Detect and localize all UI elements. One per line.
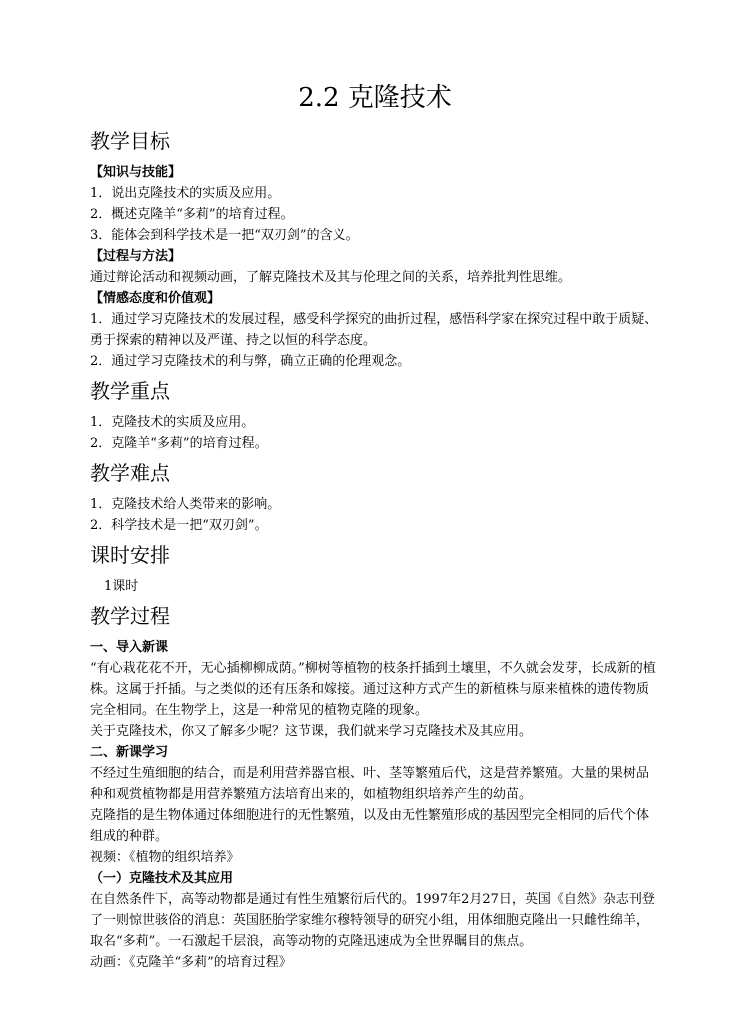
video-reference: 视频：《植物的组织培养》 bbox=[90, 850, 240, 865]
heading-difficulties: 教学难点 bbox=[90, 461, 170, 485]
key-point-item: 2．克隆羊“多莉”的培育过程。 bbox=[90, 436, 268, 451]
section-intro-label: 一、导入新课 bbox=[90, 640, 169, 655]
key-point-item: 1．克隆技术的实质及应用。 bbox=[90, 415, 255, 430]
subsection-paragraph: 在自然条件下，高等动物都是通过有性生殖繁衍后代的。1997年2月27日，英国《自然》杂志刊登了一则惊世骇俗的消息：英国胚胎学家维尔穆特领导的研究小组，用体细胞克隆出一只雌性绵羊，取名“多莉”。一石激起千层浪，高等动物的克隆迅速成为全世界瞩目的焦点。 bbox=[90, 892, 655, 949]
heading-process: 教学过程 bbox=[90, 604, 170, 628]
label-knowledge: 【知识与技能】 bbox=[90, 165, 182, 180]
goal-item: 2．概述克隆羊“多莉”的培育过程。 bbox=[90, 207, 294, 222]
page-title: 2.2 克隆技术 bbox=[298, 83, 452, 113]
goal-item: 2．通过学习克隆技术的利与弊，确立正确的伦理观念。 bbox=[90, 354, 411, 369]
label-attitude: 【情感态度和价值观】 bbox=[90, 291, 221, 306]
goal-item: 1．说出克隆技术的实质及应用。 bbox=[90, 186, 281, 201]
goal-item: 通过辩论活动和视频动画，了解克隆技术及其与伦理之间的关系，培养批判性思维。 bbox=[90, 270, 572, 285]
goal-item: 1．通过学习克隆技术的发展过程，感受科学探究的曲折过程，感悟科学家在探究过程中敢于质疑、勇于探索的精神以及严谨、持之以恒的科学态度。 bbox=[90, 312, 658, 348]
subsection-label: （一）克隆技术及其应用 bbox=[90, 871, 234, 886]
label-process-method: 【过程与方法】 bbox=[90, 249, 182, 264]
section-new-label: 二、新课学习 bbox=[90, 745, 169, 760]
difficulty-item: 1．克隆技术给人类带来的影响。 bbox=[90, 497, 281, 512]
new-paragraph: 克隆指的是生物体通过体细胞进行的无性繁殖，以及由无性繁殖形成的基因型完全相同的后代个体组成的种群。 bbox=[90, 808, 650, 844]
animation-reference: 动画：《克隆羊“多莉”的培育过程》 bbox=[90, 955, 292, 970]
difficulty-item: 2．科学技术是一把“双刃剑”。 bbox=[90, 518, 268, 533]
goal-item: 3．能体会到科学技术是一把“双刃剑”的含义。 bbox=[90, 228, 359, 243]
intro-paragraph: “有心栽花花不开，无心插柳柳成荫。”柳树等植物的枝条扦插到土壤里，不久就会发芽，长成新的植株。这属于扦插。与之类似的还有压条和嫁接。通过这种方式产生的新植株与原来植株的遗传物质完全相同。在生物学上，这是一种常见的植物克隆的现象。 bbox=[90, 661, 656, 718]
new-paragraph: 不经过生殖细胞的结合，而是利用营养器官根、叶、茎等繁殖后代，这是营养繁殖。大量的果树品种和观赏植物都是用营养繁殖方法培育出来的，如植物组织培养产生的幼苗。 bbox=[90, 766, 650, 802]
heading-goals: 教学目标 bbox=[90, 129, 170, 153]
intro-paragraph: 关于克隆技术，你又了解多少呢？这节课，我们就来学习克隆技术及其应用。 bbox=[90, 724, 533, 739]
schedule-text: 1课时 bbox=[104, 579, 139, 594]
heading-key-points: 教学重点 bbox=[90, 379, 170, 403]
document-page bbox=[90, 80, 660, 973]
heading-schedule: 课时安排 bbox=[90, 543, 170, 567]
